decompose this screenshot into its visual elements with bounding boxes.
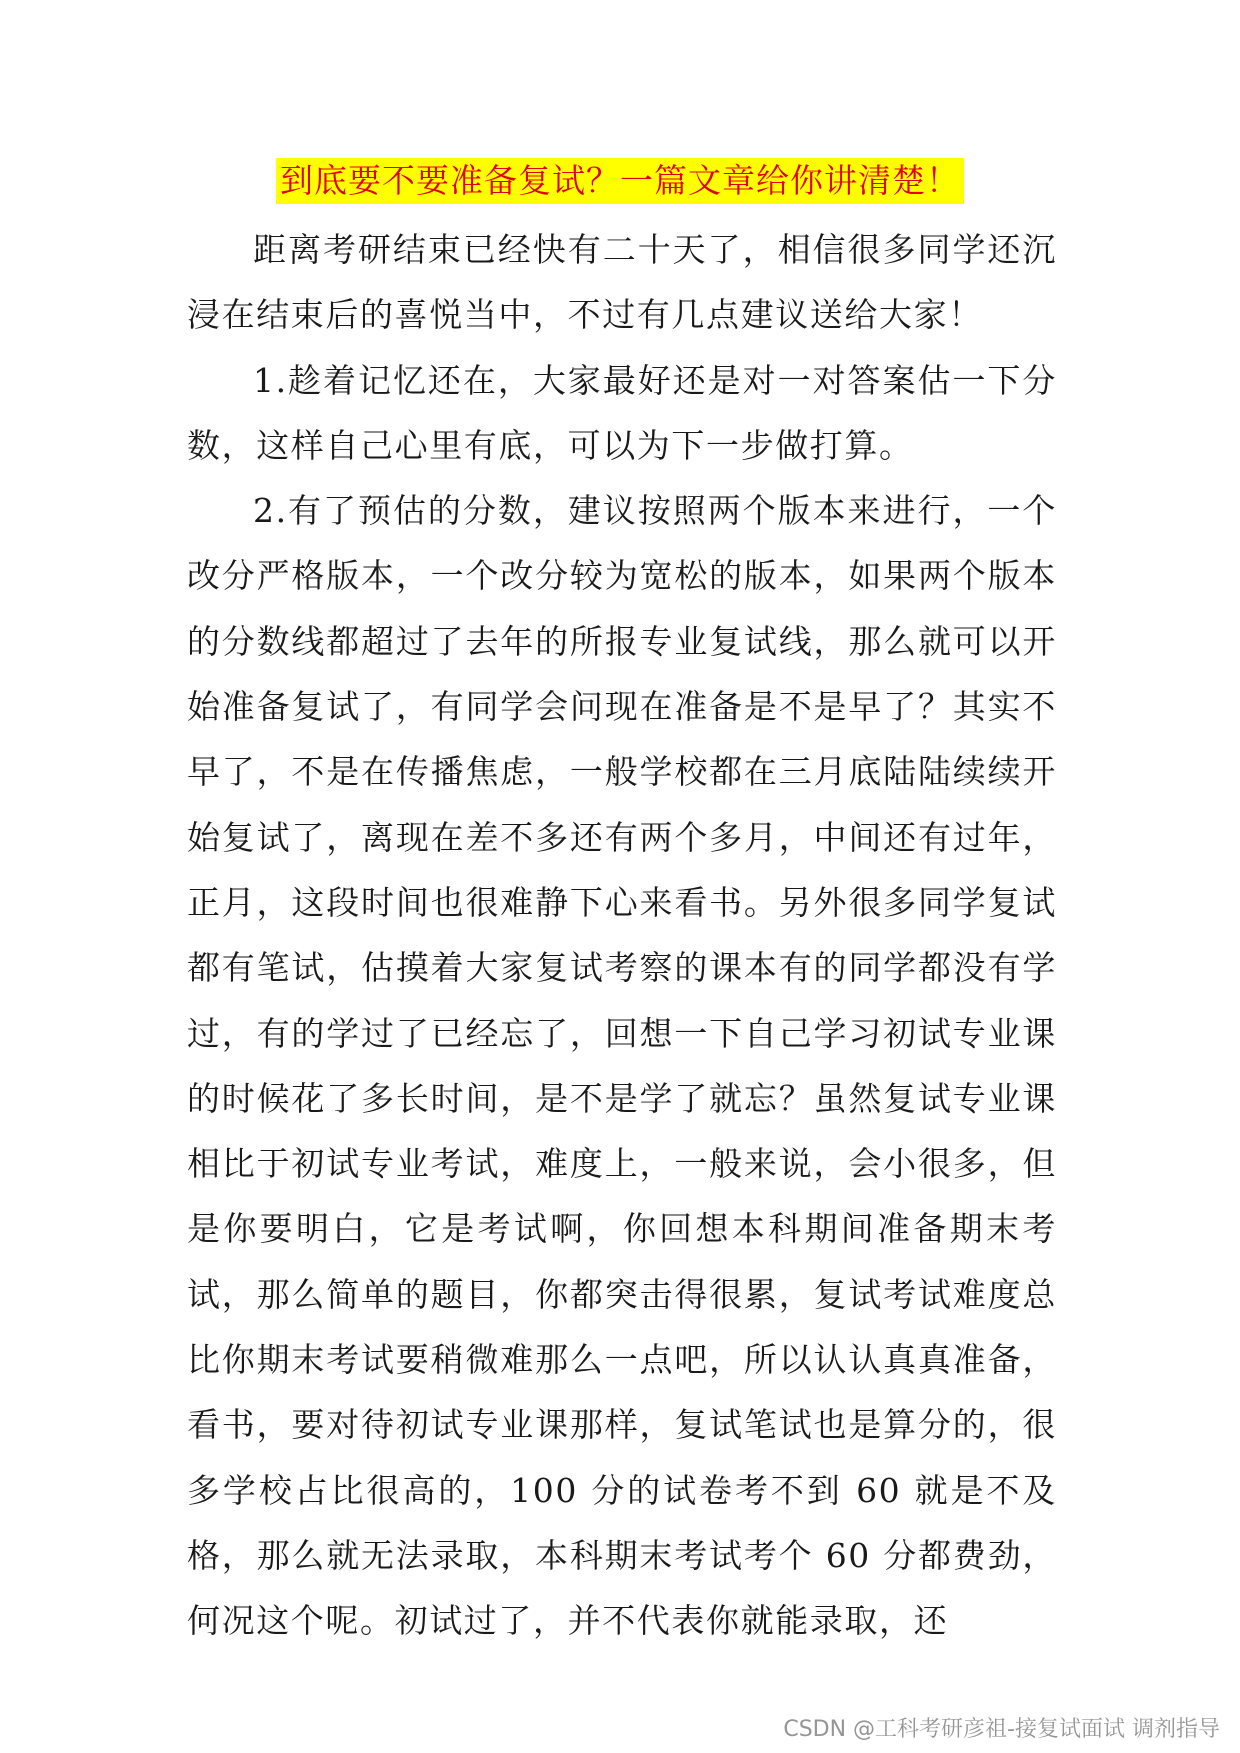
paragraph-point-2: 2.有了预估的分数，建议按照两个版本来进行，一个改分严格版本，一个改分较为宽松的版本，如果两个版本的分数线都超过了去年的所报专业复试线，那么就可以开始准备复试了，有同学会问现在准备是不是早了？其实不早了，不是在传播焦虑，一般学校都在三月底陆陆续续开始复试了，离现在差不多还有两个多月，中间还有过年，正月，这段时间也很难静下心来看书。另外很多同学复试都有笔试，估摸着大家复试考察的课本有的同学都没有学过，有的学过了已经忘了，回想一下自己学习初试专业课的时候花了多长时间，是不是学了就忘？虽然复试专业课相比于初试专业考试，难度上，一般来说，会小很多，但是你要明白，它是考试啊，你回想本科期间准备期末考试，那么简单的题目，你都突击得很累，复试考试难度总比你期末考试要稍微难那么一点吧，所以认认真真准备，看书，要对待初试专业课那样，复试笔试也是算分的，很多学校占比很高的，100 分的试卷考不到 60 就是不及格，那么就无法录取，本科期末考试考个 60 分都费劲，何况这个呢。初试过了，并不代表你就能录取，还: [187, 491, 1057, 1641]
document-title: 到底要不要准备复试？一篇文章给你讲清楚！: [276, 158, 964, 204]
csdn-watermark: CSDN @工科考研彦祖-接复试面试 调剂指导: [783, 1717, 1220, 1742]
paragraph-point-1: 1.趁着记忆还在，大家最好还是对一对答案估一下分数，这样自己心里有底，可以为下一步做打算。: [187, 360, 1057, 465]
title-container: [0, 158, 1240, 204]
paragraph-intro: 距离考研结束已经快有二十天了，相信很多同学还沉浸在结束后的喜悦当中，不过有几点建议送给大家！: [187, 230, 1057, 335]
document-body: [187, 217, 1057, 1654]
